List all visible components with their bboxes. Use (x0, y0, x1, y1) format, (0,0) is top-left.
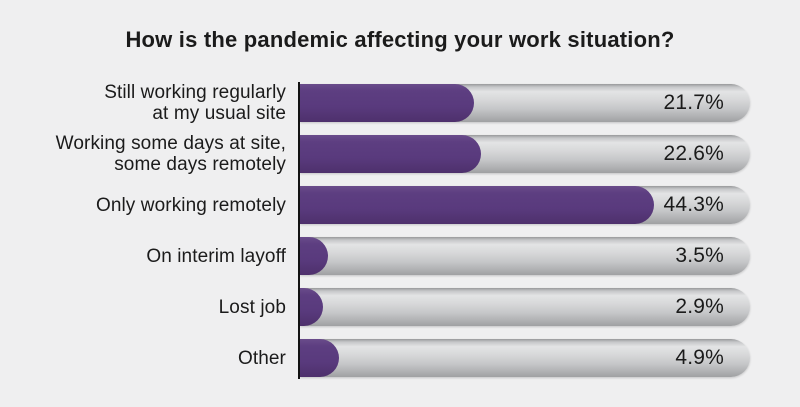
bar-area (300, 84, 752, 122)
value-label: 44.3% (663, 193, 724, 216)
axis-line (298, 82, 300, 379)
chart-row (0, 84, 800, 122)
category-label: Other (237, 347, 286, 369)
value-label: 2.9% (675, 295, 724, 318)
bar-area (300, 186, 752, 224)
category-label: Working some days at site, some days remotely (55, 133, 286, 175)
bar-area (300, 237, 752, 275)
value-label: 3.5% (675, 244, 724, 267)
value-label: 21.7% (663, 91, 724, 114)
bar-area (300, 339, 752, 377)
chart-row (0, 339, 800, 377)
chart-row (0, 135, 800, 173)
bar-fill (300, 186, 654, 224)
value-label: 4.9% (675, 346, 724, 369)
category-label: Lost job (218, 296, 286, 318)
bar-fill (300, 339, 339, 377)
value-label: 22.6% (663, 142, 724, 165)
category-label: Only working remotely (95, 194, 286, 216)
bar-fill (300, 135, 481, 173)
bar-rows (0, 84, 800, 390)
bar-area (300, 288, 752, 326)
bar-area (300, 135, 752, 173)
chart-row (0, 186, 800, 224)
chart-row (0, 288, 800, 326)
bar-fill (300, 84, 474, 122)
category-label: Still working regularly at my usual site (104, 82, 286, 124)
chart-row (0, 237, 800, 275)
category-label: On interim layoff (146, 245, 286, 267)
chart-title: How is the pandemic affecting your work situation? (125, 27, 675, 52)
